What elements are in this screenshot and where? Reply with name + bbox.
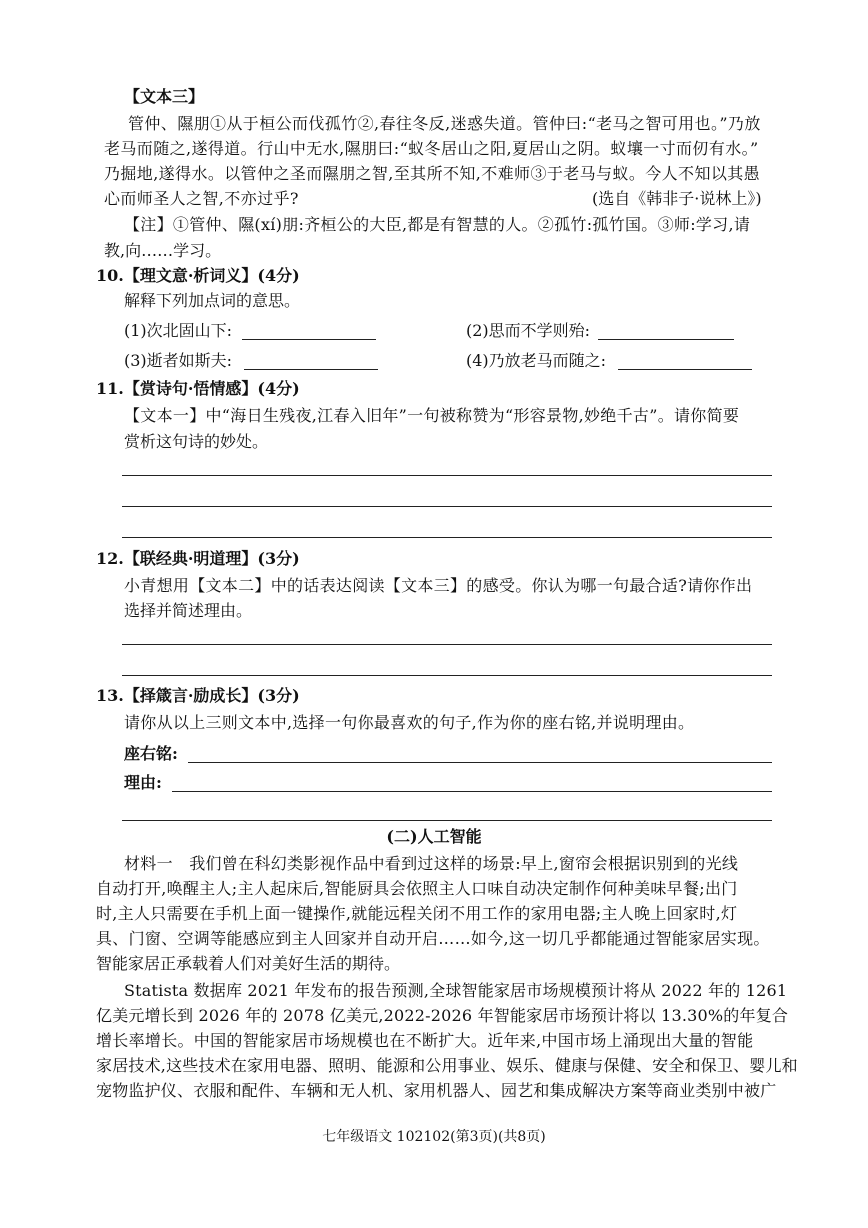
text3-heading: 【文本三】 (124, 87, 205, 106)
text3-note-1: 【注】①管仲、隰(xí)朋:齐桓公的大臣,都是有智慧的人。②孤竹:孤竹国。③师:学习,请 (124, 215, 751, 234)
q13-title: 13.【择箴言·励成长】(3分) (96, 686, 300, 705)
q11-title: 11.【赏诗句·悟情感】(4分) (96, 379, 300, 398)
q11-answer-line-2[interactable] (122, 506, 772, 507)
material1-line-5: 智能家居正承载着人们对美好生活的期待。 (96, 954, 401, 973)
q10-item-3: (3)逝者如斯夫: (124, 351, 233, 370)
text3-line-2: 老马而随之,遂得道。行山中无水,隰朋曰:“蚁冬居山之阳,夏居山之阴。蚁壤一寸而仞有水。” (104, 139, 759, 158)
q10-instruction: 解释下列加点词的意思。 (124, 291, 301, 310)
material1-para2-line-3: 增长率增长。中国的智能家居市场规模也在不断扩大。近年来,中国市场上涌现出大量的智能 (96, 1031, 754, 1050)
q12-title: 12.【联经典·明道理】(3分) (96, 549, 300, 568)
material1-line-4: 具、门窗、空调等能感应到主人回家并自动开启……如今,这一切几乎都能通过智能家居实现。 (96, 929, 770, 948)
material1-line-1: 材料一 我们曾在科幻类影视作品中看到过这样的场景:早上,窗帘会根据识别到的光线 (124, 854, 739, 873)
material1-para2-line-1: Statista 数据库 2021 年发布的报告预测,全球智能家居市场规模预计将从 2022 年的 1261 (124, 981, 788, 1000)
q13-reason-answer-line-1[interactable] (172, 791, 772, 792)
q10-answer-line-2[interactable] (598, 339, 734, 340)
q10-answer-line-4[interactable] (618, 369, 752, 370)
q11-answer-line-1[interactable] (122, 475, 772, 476)
q10-answer-line-3[interactable] (244, 369, 378, 370)
q10-title: 10.【理文意·析词义】(4分) (96, 266, 300, 285)
q11-line-2: 赏析这句诗的妙处。 (124, 432, 269, 451)
text3-source: (选自《韩非子·说林上》) (592, 189, 762, 208)
material1-para2-line-4: 家居技术,这些技术在家用电器、照明、能源和公用事业、娱乐、健康与保健、安全和保卫、婴儿和 (96, 1056, 798, 1075)
q13-reason-answer-line-2[interactable] (122, 820, 772, 821)
q11-answer-line-3[interactable] (122, 537, 772, 538)
q12-answer-line-1[interactable] (122, 644, 772, 645)
q10-item-2: (2)思而不学则殆: (466, 321, 591, 340)
material1-line-2: 自动打开,唤醒主人;主人起床后,智能厨具会依照主人口味自动决定制作何种美味早餐;出门 (96, 879, 738, 898)
text3-note-2: 教,向……学习。 (104, 241, 222, 260)
q12-answer-line-2[interactable] (122, 675, 772, 676)
text3-line-4: 心而师圣人之智,不亦过乎? (104, 189, 299, 208)
q10-item-1: (1)次北固山下: (124, 321, 233, 340)
section2-title: (二)人工智能 (386, 827, 482, 846)
q13-reason-label: 理由: (124, 773, 162, 792)
q10-item-4: (4)乃放老马而随之: (466, 351, 607, 370)
q13-motto-answer-line[interactable] (188, 762, 772, 763)
q11-line-1: 【文本一】中“海日生残夜,江春入旧年”一句被称赞为“形容景物,妙绝千古”。请你简要 (124, 406, 740, 425)
page-footer: 七年级语文 102102(第3页)(共8页) (322, 1129, 546, 1145)
text3-line-1: 管仲、隰朋①从于桓公而伐孤竹②,春往冬反,迷惑失道。管仲曰:“老马之智可用也。”乃放 (128, 114, 761, 133)
material1-para2-line-2: 亿美元增长到 2026 年的 2078 亿美元,2022-2026 年智能家居市场预计将以 13.30%的年复合 (96, 1006, 789, 1025)
q12-line-2: 选择并简述理由。 (124, 601, 253, 620)
q13-motto-label: 座右铭: (124, 744, 178, 763)
q12-line-1: 小青想用【文本二】中的话表达阅读【文本三】的感受。你认为哪一句最合适?请你作出 (124, 576, 753, 595)
material1-line-3: 时,主人只需要在手机上面一键操作,就能远程关闭不用工作的家用电器;主人晚上回家时,灯 (96, 904, 738, 923)
text3-line-3: 乃掘地,遂得水。以管仲之圣而隰朋之智,至其所不知,不难师③于老马与蚁。今人不知以其愚 (104, 164, 761, 183)
q13-line: 请你从以上三则文本中,选择一句你最喜欢的句子,作为你的座右铭,并说明理由。 (124, 713, 695, 732)
q10-answer-line-1[interactable] (242, 339, 376, 340)
material1-para2-line-5: 宠物监护仪、衣服和配件、车辆和无人机、家用机器人、园艺和集成解决方案等商业类别中被广 (96, 1081, 777, 1100)
